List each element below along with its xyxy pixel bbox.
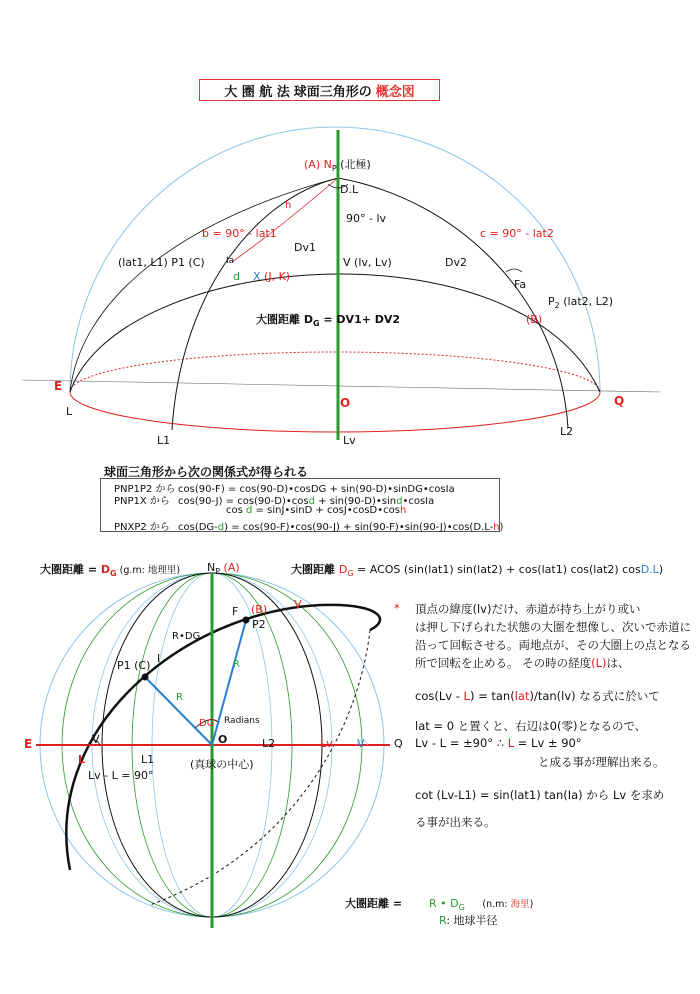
- ia-label: Ia: [226, 256, 235, 266]
- p1-label: (lat1, L1) P1 (C): [118, 256, 205, 269]
- radius-definition: R: 地球半径: [439, 914, 498, 927]
- l2-bottom-label: L2: [262, 737, 276, 750]
- e-bottom-label: E: [24, 737, 33, 751]
- o-label: O: [340, 396, 351, 410]
- bottom-distance-left: 大圏距離 = $D_G$ (g.m: 地理里): [40, 563, 181, 579]
- b-point-label: (B): [526, 313, 543, 326]
- p1-bottom-label: P1 (C): [117, 659, 151, 672]
- l1-label: L1: [157, 434, 171, 447]
- relations-heading: 球面三角形から次の関係式が得られる: [104, 465, 309, 479]
- v-right-label: V: [357, 737, 365, 750]
- v-label: V (lv, Lv): [343, 256, 392, 269]
- dv2-label: Dv2: [445, 256, 467, 269]
- relation-line-1: PNP1P2 から cos(90-F) = cos(90-D)•cosDG + sin(90-D)•sinDG•cosIa: [114, 484, 455, 495]
- center-label: (真球の中心): [190, 758, 254, 771]
- v-bottom-label: V: [92, 733, 100, 746]
- title-main: 大 圏 航 法: [224, 84, 290, 100]
- radius-to-p1: [145, 677, 215, 745]
- r1-label: R: [176, 692, 183, 703]
- lv-l-label: Lv - L = 90°: [88, 769, 154, 782]
- distance-label: 大圏距離 $D_G = DV1+ DV2$: [256, 313, 401, 329]
- dv1-label: Dv1: [294, 241, 316, 254]
- l-bottom-label: L: [78, 753, 86, 766]
- dl-label: D.L: [340, 183, 359, 196]
- title-sub: 球面三角形の: [293, 84, 372, 100]
- radius-to-p2: [212, 620, 246, 745]
- relation-line-3: cos d = sinJ•sinD + cosJ•cosD•cosh: [226, 505, 407, 516]
- bottom-distance-right: 大圏距離 $D_G$ = ACOS (sin(lat1) sin(lat2) + cos(lat1) cos(lat2) cosD.L): [291, 563, 664, 579]
- radians-label: Radians: [224, 716, 260, 726]
- dg-label: DG: [199, 718, 215, 729]
- f-label: F: [232, 605, 239, 618]
- e-label: E: [54, 379, 63, 393]
- lv-label: Lv: [343, 434, 356, 447]
- rdg-label: R•DG: [172, 631, 201, 642]
- point-p1: [142, 674, 149, 681]
- l1-bottom-label: L1: [141, 753, 155, 766]
- bottom-np-label: $N_P$ (A): [207, 561, 240, 577]
- p2-bottom-label: P2: [252, 618, 266, 631]
- q-label: Q: [614, 394, 625, 408]
- l-label: L: [66, 405, 73, 418]
- bottom-distance-def: 大圏距離 = R • $D_G$ (n.m: 海里): [345, 897, 534, 913]
- i-label: I: [157, 652, 161, 665]
- lv-bottom-label: Lv: [320, 737, 333, 750]
- o-bottom-label: O: [218, 733, 228, 746]
- relation-line-4: PNXP2 から cos(DG-d) = cos(90-F)•cos(90-J) + sin(90-F)•sin(90-J)•cos(D.L-h): [114, 522, 504, 533]
- fa-label: Fa: [514, 278, 527, 291]
- b-point-bottom: (B): [251, 603, 268, 616]
- title-accent: 概念図: [375, 84, 415, 100]
- h-label: h: [285, 200, 292, 211]
- l2-label: L2: [560, 425, 574, 438]
- r2-label: R: [233, 659, 240, 670]
- d-label: d: [233, 270, 240, 283]
- c-label: c = 90° - lat2: [480, 227, 554, 240]
- x-label: X (J, K): [253, 270, 291, 283]
- b-label: b = 90° - lat1: [202, 227, 277, 240]
- relation-line-2: PNP1X から cos(90-J) = cos(90-D)•cosd + sin(90-D)•sind•cosIa: [114, 496, 435, 507]
- np-label: (A) $N_P$ (北極): [304, 158, 371, 174]
- v-top-label: V: [294, 598, 302, 611]
- q-bottom-label: Q: [394, 737, 403, 750]
- p2-label: $P_2$ (lat2, L2): [548, 295, 614, 311]
- point-p2: [243, 617, 250, 624]
- lv-angle-label: 90° - lv: [346, 212, 387, 225]
